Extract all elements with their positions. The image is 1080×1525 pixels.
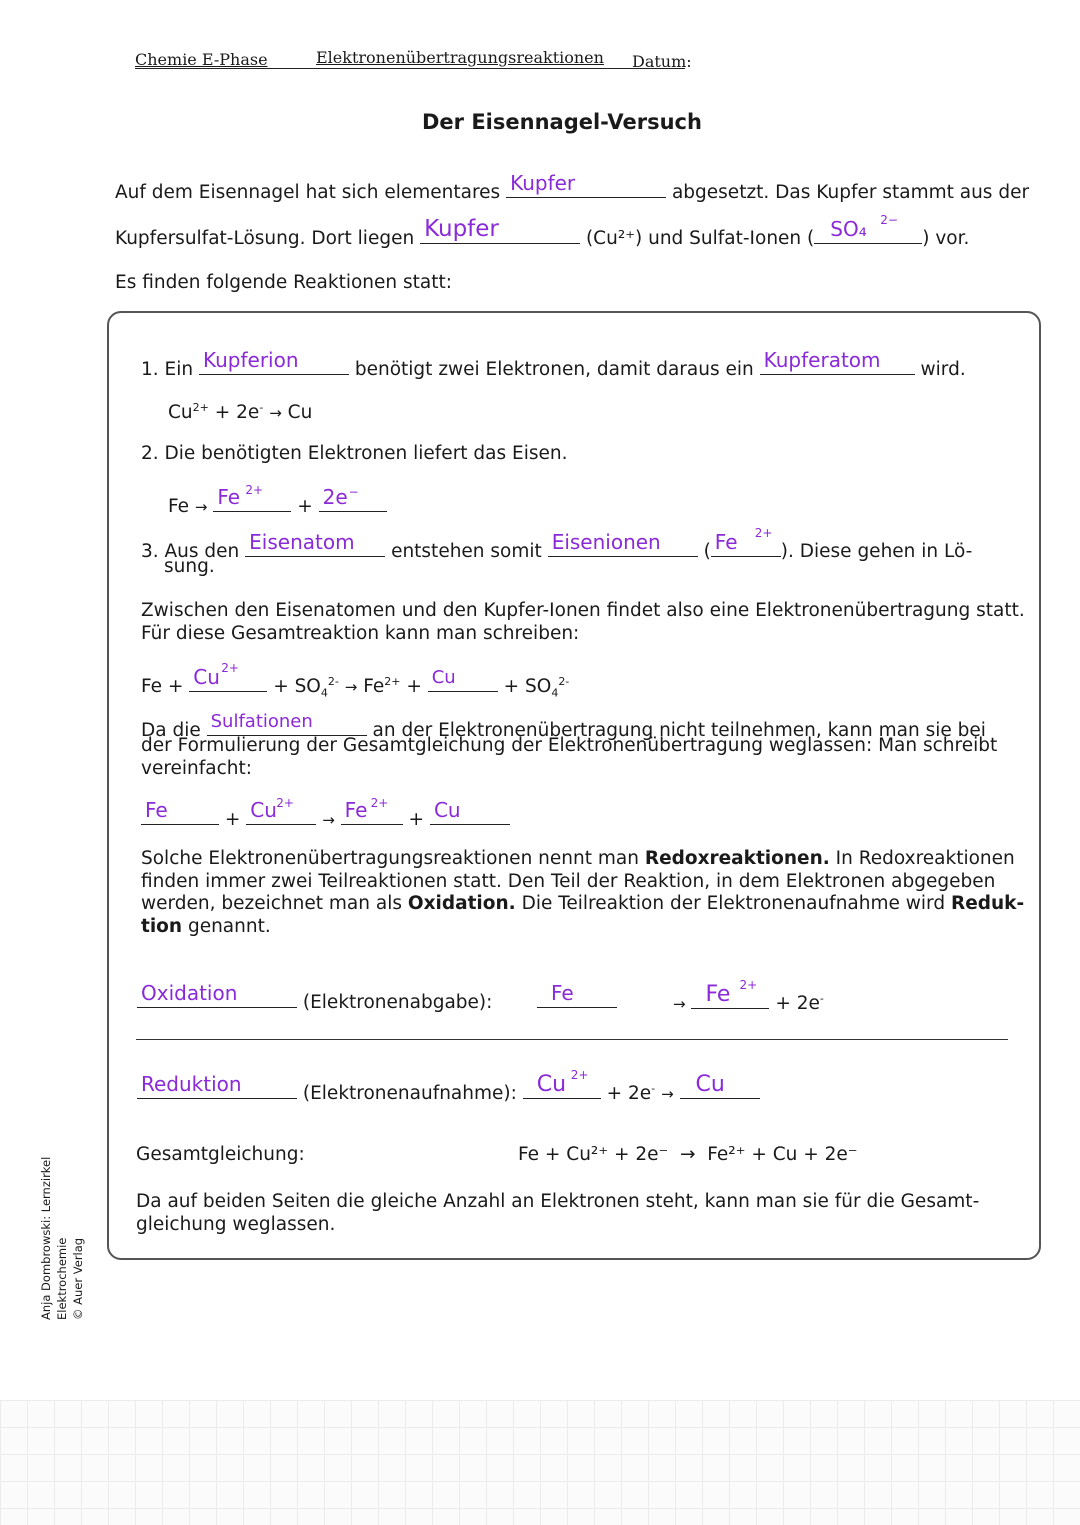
handwritten-answer: Fe xyxy=(344,798,368,822)
text: Reduk- xyxy=(950,893,1025,914)
text: - xyxy=(651,1081,656,1095)
text: abgesetzt. Das Kupfer stammt aus der xyxy=(671,182,1030,203)
step-3 xyxy=(141,526,973,563)
text: genannt. xyxy=(182,916,271,937)
handwritten-answer: Oxidation xyxy=(141,981,238,1005)
paragraph-3-line-2: finden immer zwei Teilreaktionen statt. Den Teil der Reaktion, in dem Elektronen abgegeben xyxy=(141,871,996,892)
handwritten-answer: 2+ xyxy=(221,661,239,675)
text: In Redoxreaktionen xyxy=(829,848,1015,869)
header-rule xyxy=(135,68,685,69)
handwritten-answer: 2+ xyxy=(739,978,758,992)
blank xyxy=(548,532,698,557)
text: + xyxy=(406,676,422,697)
handwritten-answer: 2e xyxy=(322,485,348,509)
paragraph-1-line-2: Für diese Gesamtreaktion kann man schreiben: xyxy=(141,623,580,644)
text: + SO xyxy=(273,676,321,697)
text: ( xyxy=(703,541,711,562)
total-label: Gesamtgleichung: xyxy=(136,1144,305,1165)
divider xyxy=(136,1039,1008,1040)
blank xyxy=(137,1074,297,1099)
blank xyxy=(199,350,349,375)
text: ) vor. xyxy=(922,228,970,249)
text: 4 xyxy=(320,686,328,700)
intro-line-1 xyxy=(115,173,1029,204)
text: Cu xyxy=(168,402,193,424)
handwritten-answer: Kupfer xyxy=(510,171,576,195)
text: Auf dem Eisennagel hat sich elementares xyxy=(115,182,501,203)
text: - xyxy=(819,991,824,1005)
blank xyxy=(523,1068,601,1099)
final-line-1: Da auf beiden Seiten die gleiche Anzahl an Elektronen steht, kann man sie für die Gesamt- xyxy=(136,1191,980,1212)
blank xyxy=(711,526,781,557)
text: tion xyxy=(141,916,183,937)
step-1 xyxy=(141,350,966,381)
final-line-2: gleichung weglassen. xyxy=(136,1214,336,1235)
text: Da die xyxy=(141,720,201,741)
blank xyxy=(207,711,367,736)
paragraph-2-line-2: der Formulierung der Gesamtgleichung der Elektronenübertragung weglassen: Man schreibt xyxy=(141,735,998,756)
handwritten-answer: Cu xyxy=(433,798,461,822)
oxidation-row xyxy=(137,983,492,1014)
handwritten-answer: Fe xyxy=(714,530,738,554)
text: Oxidation. xyxy=(407,893,516,914)
handwritten-answer: 2− xyxy=(880,213,898,227)
handwritten-answer: Fe xyxy=(705,982,731,1007)
text: (Elektronenaufnahme): xyxy=(302,1083,517,1104)
text: (Cu²⁺) und Sulfat-Ionen ( xyxy=(585,228,815,249)
equation-1 xyxy=(168,396,312,425)
header-topic: Elektronenübertragungsreaktionen xyxy=(316,48,604,67)
text: 2+ xyxy=(192,401,209,414)
handwritten-answer: Cu xyxy=(536,1072,567,1097)
text: Die Teilreaktion der Elektronenaufnahme wird xyxy=(515,893,951,914)
oxidation-eq-right xyxy=(673,978,824,1016)
paragraph-3-line-3 xyxy=(141,892,1024,915)
handwritten-answer: 2+ xyxy=(754,526,773,540)
text: ). Diese gehen in Lö- xyxy=(780,541,973,562)
equation-4 xyxy=(141,796,510,832)
blank xyxy=(760,350,915,375)
text: 1. Ein xyxy=(141,359,194,380)
text: benötigt zwei Elektronen, damit daraus ein xyxy=(354,359,754,380)
blank xyxy=(691,978,769,1009)
handwritten-answer: Kupfer xyxy=(424,216,499,242)
text: werden, bezeichnet man als xyxy=(141,893,408,914)
copyright-note xyxy=(38,1080,86,1320)
handwritten-answer: Kupferion xyxy=(202,348,299,372)
text: + xyxy=(224,809,241,830)
blank xyxy=(506,173,666,198)
blank xyxy=(137,983,297,1008)
blank xyxy=(319,487,387,512)
handwritten-answer: Fe xyxy=(145,798,168,822)
text: Solche Elektronenübertragungsreaktionen nennt man xyxy=(141,848,645,869)
text: + 2e xyxy=(606,1083,652,1104)
equation-2 xyxy=(168,483,387,519)
handwritten-answer: − xyxy=(348,485,359,499)
handwritten-answer: Fe xyxy=(217,485,241,509)
paragraph-2-line-3: vereinfacht: xyxy=(141,758,253,779)
equation-3 xyxy=(141,661,570,705)
text: wird. xyxy=(920,359,966,380)
arrow-icon: → xyxy=(661,1085,674,1103)
arrow-icon: → xyxy=(344,678,358,696)
paragraph-1-line-1: Zwischen den Eisenatomen und den Kupfer-Ionen findet also eine Elektronenübertragung statt. xyxy=(141,600,1025,621)
text: Fe xyxy=(363,676,385,697)
blank xyxy=(814,213,922,244)
handwritten-answer: Sulfationen xyxy=(210,711,313,732)
intro-line-2 xyxy=(115,213,970,250)
blank xyxy=(246,796,316,825)
text: + SO xyxy=(503,676,552,697)
handwritten-answer: Eisenionen xyxy=(551,530,661,554)
text: Cu xyxy=(287,402,313,424)
text: Kupfersulfat-Lösung. Dort liegen xyxy=(115,228,415,249)
text: entstehen somit xyxy=(391,541,542,562)
handwritten-answer: 2+ xyxy=(370,796,389,810)
handwritten-answer: 2+ xyxy=(570,1068,589,1082)
header-subject: Chemie E-Phase xyxy=(135,50,268,69)
handwritten-answer: Cu xyxy=(250,798,277,822)
total-equation: Fe + Cu²⁺ + 2e⁻ → Fe²⁺ + Cu + 2e⁻ xyxy=(518,1144,858,1165)
text: (Elektronenabgabe): xyxy=(302,992,493,1013)
reduction-row xyxy=(137,1068,760,1106)
handwritten-answer: Cu xyxy=(431,667,456,688)
page-title: Der Eisennagel-Versuch xyxy=(422,110,702,134)
text: + xyxy=(297,496,313,517)
oxidation-eq-left xyxy=(537,983,617,1014)
text: 2- xyxy=(327,674,339,688)
text: 2+ xyxy=(384,674,401,688)
step-2: 2. Die benötigten Elektronen liefert das Eisen. xyxy=(141,443,568,464)
text: Redoxreaktionen. xyxy=(644,848,830,869)
handwritten-answer: Eisenatom xyxy=(249,530,355,554)
blank xyxy=(428,667,498,692)
text: Fe xyxy=(168,496,190,517)
text: + xyxy=(408,809,425,830)
arrow-icon: → xyxy=(194,498,208,516)
arrow-icon: → xyxy=(269,404,282,423)
handwritten-answer: Reduktion xyxy=(141,1072,242,1096)
text: © Auer Verlag xyxy=(71,1237,85,1320)
text: 4 xyxy=(551,686,559,700)
text: - xyxy=(259,401,264,414)
header-date-label: Datum: xyxy=(632,52,692,71)
grid-paper-area xyxy=(0,1400,1080,1525)
step-3-cont: sung. xyxy=(164,556,215,577)
arrow-icon: → xyxy=(673,995,686,1013)
handwritten-answer: Cu xyxy=(695,1072,725,1097)
paragraph-3-line-4 xyxy=(141,915,271,938)
text: an der Elektronenübertragung nicht teilnehmen, kann man sie bei xyxy=(372,720,986,741)
blank xyxy=(430,800,510,825)
blank xyxy=(213,483,291,512)
handwritten-answer: Fe xyxy=(551,981,574,1005)
text: 2- xyxy=(558,674,570,688)
text: + 2e xyxy=(214,402,260,424)
text: Anja Dombrowski: Lernzirkel Elektrochemie xyxy=(39,1156,69,1320)
blank xyxy=(141,800,219,825)
blank xyxy=(420,216,580,244)
blank xyxy=(245,532,385,557)
arrow-icon: → xyxy=(322,811,335,829)
text: 3. Aus den xyxy=(141,541,240,562)
blank xyxy=(341,796,403,825)
text: + 2e xyxy=(775,993,820,1014)
handwritten-answer: 2+ xyxy=(276,796,294,810)
handwritten-answer: 2+ xyxy=(245,483,264,497)
blank xyxy=(680,1074,760,1099)
handwritten-answer: Kupferatom xyxy=(763,348,881,372)
blank xyxy=(537,983,617,1008)
handwritten-answer: Cu xyxy=(193,665,220,689)
intro-line-3: Es finden folgende Reaktionen statt: xyxy=(115,272,452,293)
paragraph-3-line-1 xyxy=(141,847,1015,870)
blank xyxy=(189,661,267,692)
handwritten-answer: SO₄ xyxy=(830,217,867,241)
text: Fe + xyxy=(141,676,184,697)
